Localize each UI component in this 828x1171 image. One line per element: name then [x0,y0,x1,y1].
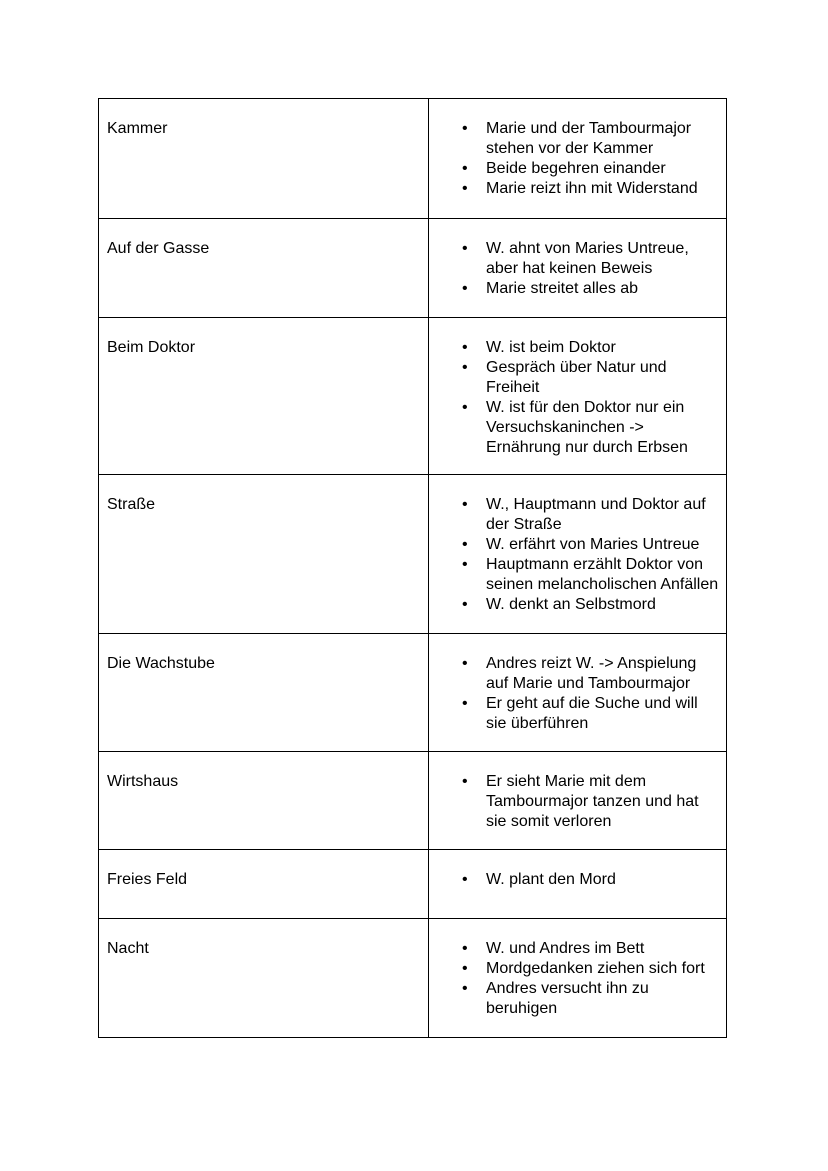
scene-name: Wirtshaus [107,773,179,790]
list-item: • W. ahnt von Maries Untreue, aber hat keinen Beweis [429,239,720,279]
scene-name: Kammer [107,120,168,137]
table-row [99,850,727,919]
scene-cell [99,99,429,219]
list-item: • Er geht auf die Suche und will sie überführen [429,694,720,734]
events-cell [429,850,727,919]
list-item: • Er sieht Marie mit dem Tambourmajor tanzen und hat sie somit verloren [429,772,720,832]
table-row [99,919,727,1038]
event-list [429,239,720,299]
list-item: • Gespräch über Natur und Freiheit [429,358,720,398]
scene-cell [99,752,429,850]
scene-name: Die Wachstube [107,655,215,672]
list-item: • Hauptmann erzählt Doktor von seinen melancholischen Anfällen [429,555,720,595]
list-item: • W. und Andres im Bett [429,939,720,959]
list-item: • Marie reizt ihn mit Widerstand [429,179,720,199]
scene-cell [99,634,429,752]
list-item: • W. denkt an Selbstmord [429,595,720,615]
table-row [99,318,727,475]
table-row [99,752,727,850]
scene-cell [99,919,429,1038]
events-cell [429,318,727,475]
scene-cell [99,850,429,919]
table-row [99,99,727,219]
events-cell [429,752,727,850]
table-row [99,475,727,634]
scene-name: Beim Doktor [107,339,196,356]
event-list [429,338,720,458]
scene-cell [99,475,429,634]
list-item: • Andres reizt W. -> Anspielung auf Marie und Tambourmajor [429,654,720,694]
scene-name: Freies Feld [107,871,188,888]
event-list [429,772,720,832]
scene-name: Auf der Gasse [107,240,210,257]
table-row [99,634,727,752]
list-item: • W. ist für den Doktor nur ein Versuchskaninchen -> Ernährung nur durch Erbsen [429,398,720,458]
table-row [99,219,727,318]
scene-cell [99,318,429,475]
list-item: • Marie streitet alles ab [429,279,720,299]
list-item: • Beide begehren einander [429,159,720,179]
list-item: • W. plant den Mord [429,870,720,890]
scene-name: Nacht [107,940,149,957]
scene-cell [99,219,429,318]
scene-name: Straße [107,496,156,513]
list-item: • Andres versucht ihn zu beruhigen [429,979,720,1019]
event-list [429,119,720,199]
event-list [429,939,720,1019]
list-item: • Mordgedanken ziehen sich fort [429,959,720,979]
list-item: • W. ist beim Doktor [429,338,720,358]
events-cell [429,99,727,219]
scene-table [98,98,727,1038]
events-cell [429,634,727,752]
events-cell [429,919,727,1038]
list-item: • W. erfährt von Maries Untreue [429,535,720,555]
list-item: • Marie und der Tambourmajor stehen vor der Kammer [429,119,720,159]
events-cell [429,475,727,634]
event-list [429,654,720,734]
events-cell [429,219,727,318]
event-list [429,495,720,615]
list-item: • W., Hauptmann und Doktor auf der Straße [429,495,720,535]
event-list [429,870,720,890]
